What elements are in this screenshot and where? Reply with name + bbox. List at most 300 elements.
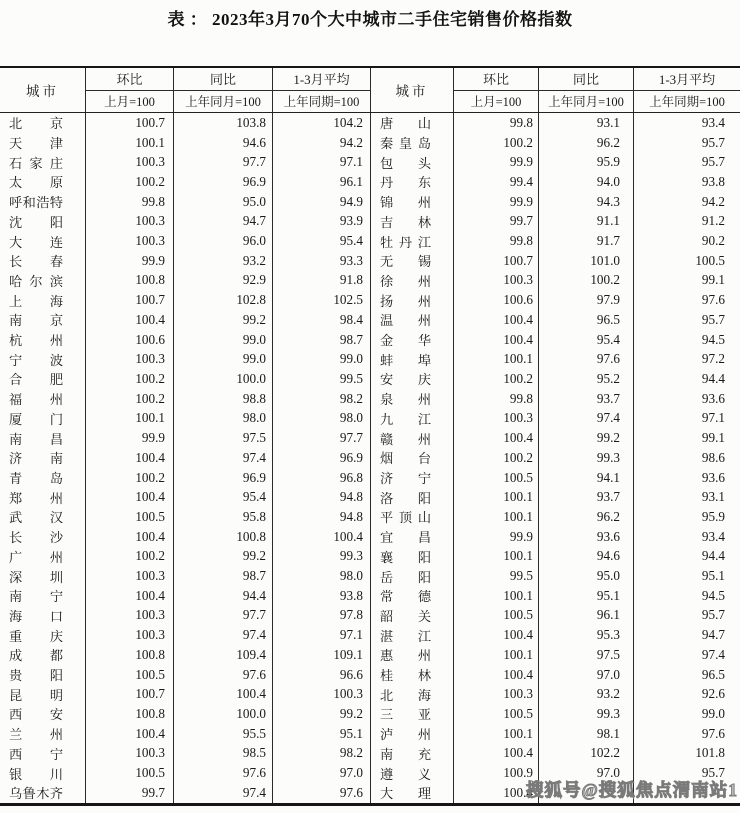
header-avg-left: [272, 68, 370, 112]
value-cell: 100.4: [453, 625, 538, 645]
value-cell: 100.0: [173, 369, 272, 389]
value-cell: 96.2: [538, 133, 633, 153]
value-cell: 95.9: [633, 507, 740, 527]
value-cell: 95.7: [633, 606, 740, 626]
value-cell: 95.1: [272, 724, 370, 744]
value-cell: 100.8: [85, 271, 173, 291]
value-cell: 97.7: [272, 428, 370, 448]
value-cell: 95.5: [173, 724, 272, 744]
value-cell: 97.8: [272, 606, 370, 626]
value-cell: 100.4: [85, 448, 173, 468]
city-cell: 贵 阳: [9, 668, 63, 684]
value-cell: 100.2: [85, 389, 173, 409]
value-cell: 100.1: [453, 586, 538, 606]
value-cell: 98.7: [173, 566, 272, 586]
table-header: [0, 68, 740, 113]
city-cell: 昆 明: [9, 687, 63, 703]
city-cell: 武 汉: [9, 510, 63, 526]
value-cell: 101.0: [538, 251, 633, 271]
value-cell: 99.3: [272, 546, 370, 566]
value-cell: 99.9: [453, 152, 538, 172]
city-cell: 天 津: [9, 136, 63, 152]
header-yoy-right-sub: 上年同月=100: [539, 90, 633, 113]
value-cell: 91.2: [633, 212, 740, 232]
value-cell: 99.7: [453, 212, 538, 232]
value-cell: 97.6: [173, 763, 272, 783]
value-cell: 99.9: [85, 251, 173, 271]
city-cell: 遵 义: [370, 763, 453, 783]
value-cell: 100.1: [453, 724, 538, 744]
city-cell: 兰 州: [9, 727, 63, 743]
header-avg-left-sub: 上年同期=100: [273, 90, 370, 113]
value-cell: 98.0: [173, 409, 272, 429]
city-cell: 徐 州: [370, 271, 453, 291]
value-cell: 100.1: [85, 133, 173, 153]
city-cell: 三 亚: [370, 704, 453, 724]
value-cell: 97.6: [173, 665, 272, 685]
city-cell: 烟 台: [370, 448, 453, 468]
city-cell: 洛 阳: [370, 487, 453, 507]
value-cell: 99.8: [85, 192, 173, 212]
value-cell: 100.4: [272, 527, 370, 547]
city-cell: 南 昌: [9, 431, 63, 447]
value-cell: 93.6: [633, 389, 740, 409]
value-cell: 94.8: [272, 487, 370, 507]
value-cell: 100.3: [85, 152, 173, 172]
header-mom-left-label: 环比: [116, 72, 143, 88]
city-cell: 成 都: [9, 648, 63, 664]
value-cell: 99.3: [538, 704, 633, 724]
city-cell: 南 充: [370, 744, 453, 764]
value-cell: 99.8: [453, 231, 538, 251]
value-cell: 98.8: [173, 389, 272, 409]
header-city-right: 城市: [370, 68, 453, 112]
value-cell: 97.2: [633, 349, 740, 369]
value-cell: 97.4: [173, 448, 272, 468]
city-cell: 金 华: [370, 330, 453, 350]
value-cell: 100.4: [173, 684, 272, 704]
value-cell: 100.4: [453, 310, 538, 330]
city-cell: 惠 州: [370, 645, 453, 665]
city-cell: 深 圳: [9, 569, 63, 585]
value-cell: 100.8: [173, 527, 272, 547]
price-index-table: [0, 66, 740, 806]
value-cell: 100.5: [85, 665, 173, 685]
value-cell: 100.3: [85, 349, 173, 369]
value-cell: 97.0: [538, 665, 633, 685]
value-cell: 98.2: [272, 389, 370, 409]
value-cell: 96.1: [538, 606, 633, 626]
value-cell: 93.7: [538, 389, 633, 409]
city-cell: 襄 阳: [370, 546, 453, 566]
value-cell: 99.0: [173, 349, 272, 369]
header-yoy-right-label: 同比: [572, 72, 599, 88]
table-body: [0, 113, 740, 803]
city-cell: 上 海: [9, 293, 63, 309]
value-cell: 95.0: [538, 566, 633, 586]
value-cell: 96.6: [272, 665, 370, 685]
city-cell: 银 川: [9, 766, 63, 782]
city-cell: 包 头: [370, 152, 453, 172]
value-cell: 95.4: [173, 487, 272, 507]
value-cell: 97.4: [633, 645, 740, 665]
value-cell: 97.0: [538, 763, 633, 783]
header-avg-left-label: 1-3月平均: [293, 72, 350, 88]
value-cell: 95.9: [538, 152, 633, 172]
watermark: 搜狐号@搜狐焦点渭南站1: [525, 780, 738, 800]
value-cell: 94.6: [173, 133, 272, 153]
value-cell: 98.0: [272, 409, 370, 429]
value-cell: 99.5: [272, 369, 370, 389]
city-cell: 长 春: [9, 254, 63, 270]
value-cell: 99.9: [453, 192, 538, 212]
city-cell: 沈 阳: [9, 214, 63, 230]
value-cell: 100.1: [453, 546, 538, 566]
value-cell: 99.0: [272, 349, 370, 369]
value-cell: 92.9: [173, 271, 272, 291]
value-cell: 100.4: [85, 724, 173, 744]
value-cell: 99.2: [173, 310, 272, 330]
value-cell: 100.2: [453, 133, 538, 153]
city-cell: 吉 林: [370, 212, 453, 232]
value-cell: 99.8: [453, 389, 538, 409]
value-cell: 100.3: [85, 606, 173, 626]
city-cell: 九 江: [370, 409, 453, 429]
value-cell: 100.4: [85, 310, 173, 330]
value-cell: 95.7: [633, 152, 740, 172]
city-cell: 福 州: [9, 392, 63, 408]
value-cell: 96.9: [173, 172, 272, 192]
value-cell: 96.1: [272, 172, 370, 192]
value-cell: 98.5: [173, 744, 272, 764]
city-cell: 太 原: [9, 175, 63, 191]
value-cell: 100.8: [85, 704, 173, 724]
header-avg-right: [633, 68, 740, 112]
city-cell: 赣 州: [370, 428, 453, 448]
city-cell: 大 连: [9, 234, 63, 250]
value-cell: 100.7: [85, 684, 173, 704]
value-cell: 93.8: [272, 586, 370, 606]
value-cell: 100.3: [85, 212, 173, 232]
value-cell: 93.6: [633, 468, 740, 488]
value-cell: 97.1: [633, 409, 740, 429]
value-cell: 94.0: [538, 172, 633, 192]
value-cell: 100.6: [453, 290, 538, 310]
value-cell: 100.1: [453, 349, 538, 369]
value-cell: 100.3: [85, 231, 173, 251]
value-cell: 94.1: [538, 468, 633, 488]
city-cell: 岳 阳: [370, 566, 453, 586]
value-cell: 96.2: [538, 507, 633, 527]
value-cell: 95.7: [633, 133, 740, 153]
value-cell: 100.5: [85, 507, 173, 527]
city-cell: 海 口: [9, 608, 63, 624]
city-cell: 合 肥: [9, 372, 63, 388]
value-cell: 97.6: [272, 783, 370, 803]
city-cell: 平 顶 山: [370, 507, 453, 527]
value-cell: 99.9: [453, 527, 538, 547]
value-cell: 95.3: [538, 625, 633, 645]
value-cell: 94.5: [633, 330, 740, 350]
value-cell: 95.8: [173, 507, 272, 527]
value-cell: 96.9: [272, 448, 370, 468]
value-cell: 100.4: [453, 428, 538, 448]
city-cell: 杭 州: [9, 333, 63, 349]
header-avg-right-label: 1-3月平均: [658, 72, 716, 88]
value-cell: 100.9: [453, 763, 538, 783]
value-cell: 97.6: [538, 349, 633, 369]
city-cell: 无 锡: [370, 251, 453, 271]
value-cell: 99.2: [538, 428, 633, 448]
city-cell: 石 家 庄: [9, 155, 63, 171]
value-cell: 100.3: [453, 409, 538, 429]
header-mom-left-sub: 上月=100: [86, 90, 173, 113]
value-cell: 102.5: [272, 290, 370, 310]
city-cell: 宜 昌: [370, 527, 453, 547]
value-cell: 97.1: [272, 152, 370, 172]
header-mom-right: [453, 68, 538, 112]
header-mom-right-sub: 上月=100: [454, 90, 538, 113]
value-cell: 93.7: [538, 487, 633, 507]
city-cell: 广 州: [9, 549, 63, 565]
header-yoy-left: [173, 68, 272, 112]
city-cell: 哈 尔 滨: [9, 273, 63, 289]
value-cell: 97.6: [633, 290, 740, 310]
value-cell: 94.4: [633, 369, 740, 389]
value-cell: 99.9: [85, 428, 173, 448]
city-cell: 韶 关: [370, 606, 453, 626]
city-cell: 扬 州: [370, 290, 453, 310]
value-cell: 100.0: [173, 704, 272, 724]
city-cell: 重 庆: [9, 628, 63, 644]
city-cell: 牡 丹 江: [370, 231, 453, 251]
value-cell: 100.4: [453, 783, 538, 803]
value-cell: 95.4: [272, 231, 370, 251]
value-cell: 96.0: [173, 231, 272, 251]
value-cell: 100.7: [453, 251, 538, 271]
value-cell: 100.3: [453, 271, 538, 291]
header-mom-right-label: 环比: [482, 72, 509, 88]
value-cell: 100.5: [453, 704, 538, 724]
value-cell: 100.2: [85, 468, 173, 488]
city-cell: 长 沙: [9, 530, 63, 546]
header-avg-right-sub: 上年同期=100: [634, 90, 740, 113]
value-cell: 100.5: [453, 468, 538, 488]
value-cell: 97.7: [173, 152, 272, 172]
value-cell: 97.1: [272, 625, 370, 645]
value-cell: 104.2: [272, 113, 370, 133]
city-cell: 西 宁: [9, 746, 63, 762]
value-cell: 94.2: [272, 133, 370, 153]
value-cell: 94.2: [633, 192, 740, 212]
value-cell: 109.4: [173, 645, 272, 665]
value-cell: 94.7: [633, 625, 740, 645]
value-cell: 94.9: [272, 192, 370, 212]
value-cell: 93.4: [633, 113, 740, 133]
city-cell: 常 德: [370, 586, 453, 606]
value-cell: 95.0: [173, 192, 272, 212]
value-cell: 100.3: [272, 684, 370, 704]
value-cell: 100.7: [85, 290, 173, 310]
value-cell: 100.3: [85, 625, 173, 645]
value-cell: 98.2: [272, 744, 370, 764]
value-cell: 99.1: [633, 428, 740, 448]
value-cell: 96.5: [538, 310, 633, 330]
value-cell: 93.6: [538, 527, 633, 547]
value-cell: 100.2: [538, 271, 633, 291]
value-cell: 101.8: [633, 744, 740, 764]
city-cell: 锦 州: [370, 192, 453, 212]
table-title: 表 ： 2023年3月70个大中城市二手住宅销售价格指数: [167, 10, 573, 29]
value-cell: 94.3: [538, 192, 633, 212]
value-cell: 100.2: [453, 448, 538, 468]
value-cell: 93.2: [538, 684, 633, 704]
value-cell: 103.8: [173, 113, 272, 133]
value-cell: 100.3: [85, 744, 173, 764]
value-cell: 100.7: [85, 113, 173, 133]
city-cell: 济 南: [9, 451, 63, 467]
value-cell: 95.1: [633, 566, 740, 586]
value-cell: 96.8: [272, 468, 370, 488]
city-cell: 桂 林: [370, 665, 453, 685]
value-cell: 94.4: [633, 546, 740, 566]
city-cell: 温 州: [370, 310, 453, 330]
value-cell: 93.8: [633, 172, 740, 192]
value-cell: 98.7: [272, 330, 370, 350]
city-cell: 北 京: [9, 116, 63, 132]
city-cell: 泸 州: [370, 724, 453, 744]
value-cell: 100.1: [453, 507, 538, 527]
value-cell: 100.4: [453, 330, 538, 350]
value-cell: 93.2: [173, 251, 272, 271]
city-cell: 大 理: [370, 783, 453, 803]
city-cell: 丹 东: [370, 172, 453, 192]
city-cell: 蚌 埠: [370, 349, 453, 369]
city-cell: 厦 门: [9, 411, 63, 427]
city-cell: 青 岛: [9, 471, 63, 486]
value-cell: 95.4: [538, 330, 633, 350]
value-cell: 99.4: [453, 172, 538, 192]
city-cell: 南 宁: [9, 589, 63, 605]
value-cell: 100.2: [453, 369, 538, 389]
value-cell: 91.8: [272, 271, 370, 291]
value-cell: 91.1: [538, 212, 633, 232]
value-cell: 102.8: [173, 290, 272, 310]
value-cell: 98.4: [272, 310, 370, 330]
value-cell: 94.5: [633, 586, 740, 606]
value-cell: 94.4: [173, 586, 272, 606]
value-cell: 97.9: [538, 290, 633, 310]
value-cell: 95.7: [633, 310, 740, 330]
city-cell: 北 海: [370, 684, 453, 704]
value-cell: 99.1: [633, 271, 740, 291]
value-cell: 99.2: [173, 546, 272, 566]
value-cell: 100.1: [453, 487, 538, 507]
value-cell: 100.4: [453, 665, 538, 685]
city-cell: 郑 州: [9, 490, 63, 506]
value-cell: 93.9: [272, 212, 370, 232]
header-yoy-left-label: 同比: [209, 72, 236, 88]
value-cell: 100.1: [85, 409, 173, 429]
value-cell: 95.1: [538, 586, 633, 606]
value-cell: 97.6: [633, 724, 740, 744]
header-yoy-left-sub: 上年同月=100: [174, 90, 272, 113]
header-yoy-right: [538, 68, 633, 112]
value-cell: 98.6: [633, 448, 740, 468]
value-cell: 91.7: [538, 231, 633, 251]
city-cell: 唐 山: [370, 113, 453, 133]
city-cell: 乌 鲁 木 齐: [9, 786, 63, 802]
header-mom-left: [85, 68, 173, 112]
header-city-left: 城市: [26, 84, 59, 99]
value-cell: 98.0: [272, 566, 370, 586]
value-cell: 99.0: [173, 330, 272, 350]
value-cell: 97.0: [272, 763, 370, 783]
value-cell: 93.3: [272, 251, 370, 271]
value-cell: 97.5: [173, 428, 272, 448]
city-cell: 济 宁: [370, 468, 453, 488]
value-cell: 99.2: [272, 704, 370, 724]
city-cell: 湛 江: [370, 625, 453, 645]
value-cell: 109.1: [272, 645, 370, 665]
value-cell: 92.6: [633, 684, 740, 704]
value-cell: 100.6: [85, 330, 173, 350]
value-cell: 97.4: [173, 783, 272, 803]
value-cell: 94.8: [272, 507, 370, 527]
value-cell: 99.0: [633, 704, 740, 724]
value-cell: 99.3: [538, 448, 633, 468]
value-cell: 100.1: [453, 645, 538, 665]
value-cell: 100.2: [85, 172, 173, 192]
value-cell: 96.5: [633, 665, 740, 685]
city-cell: 南 京: [9, 313, 63, 329]
value-cell: 100.5: [85, 763, 173, 783]
value-cell: 93.4: [633, 527, 740, 547]
value-cell: 94.6: [538, 546, 633, 566]
value-cell: 95.2: [538, 369, 633, 389]
value-cell: 94.7: [173, 212, 272, 232]
value-cell: 99.7: [85, 783, 173, 803]
city-cell: 安 庆: [370, 369, 453, 389]
city-cell: 呼 和 浩 特: [9, 195, 63, 211]
value-cell: 100.4: [85, 586, 173, 606]
city-cell: 西 安: [9, 707, 63, 723]
value-cell: 100.2: [85, 546, 173, 566]
value-cell: 100.5: [453, 606, 538, 626]
value-cell: 90.2: [633, 231, 740, 251]
city-cell: 秦 皇 岛: [370, 133, 453, 153]
value-cell: 100.3: [453, 684, 538, 704]
value-cell: 102.2: [538, 744, 633, 764]
value-cell: 98.1: [538, 724, 633, 744]
value-cell: 97.5: [538, 645, 633, 665]
value-cell: 97.7: [173, 606, 272, 626]
city-cell: 泉 州: [370, 389, 453, 409]
city-cell: 宁 波: [9, 352, 63, 368]
value-cell: 100.4: [85, 487, 173, 507]
value-cell: 96.9: [173, 468, 272, 488]
value-cell: 100.8: [85, 645, 173, 665]
value-cell: 93.1: [538, 113, 633, 133]
value-cell: 99.5: [453, 566, 538, 586]
value-cell: 97.4: [173, 625, 272, 645]
value-cell: 93.1: [633, 487, 740, 507]
value-cell: 99.8: [453, 113, 538, 133]
value-cell: 95.7: [633, 763, 740, 783]
value-cell: 100.4: [453, 744, 538, 764]
value-cell: 100.4: [85, 527, 173, 547]
value-cell: 100.3: [85, 566, 173, 586]
